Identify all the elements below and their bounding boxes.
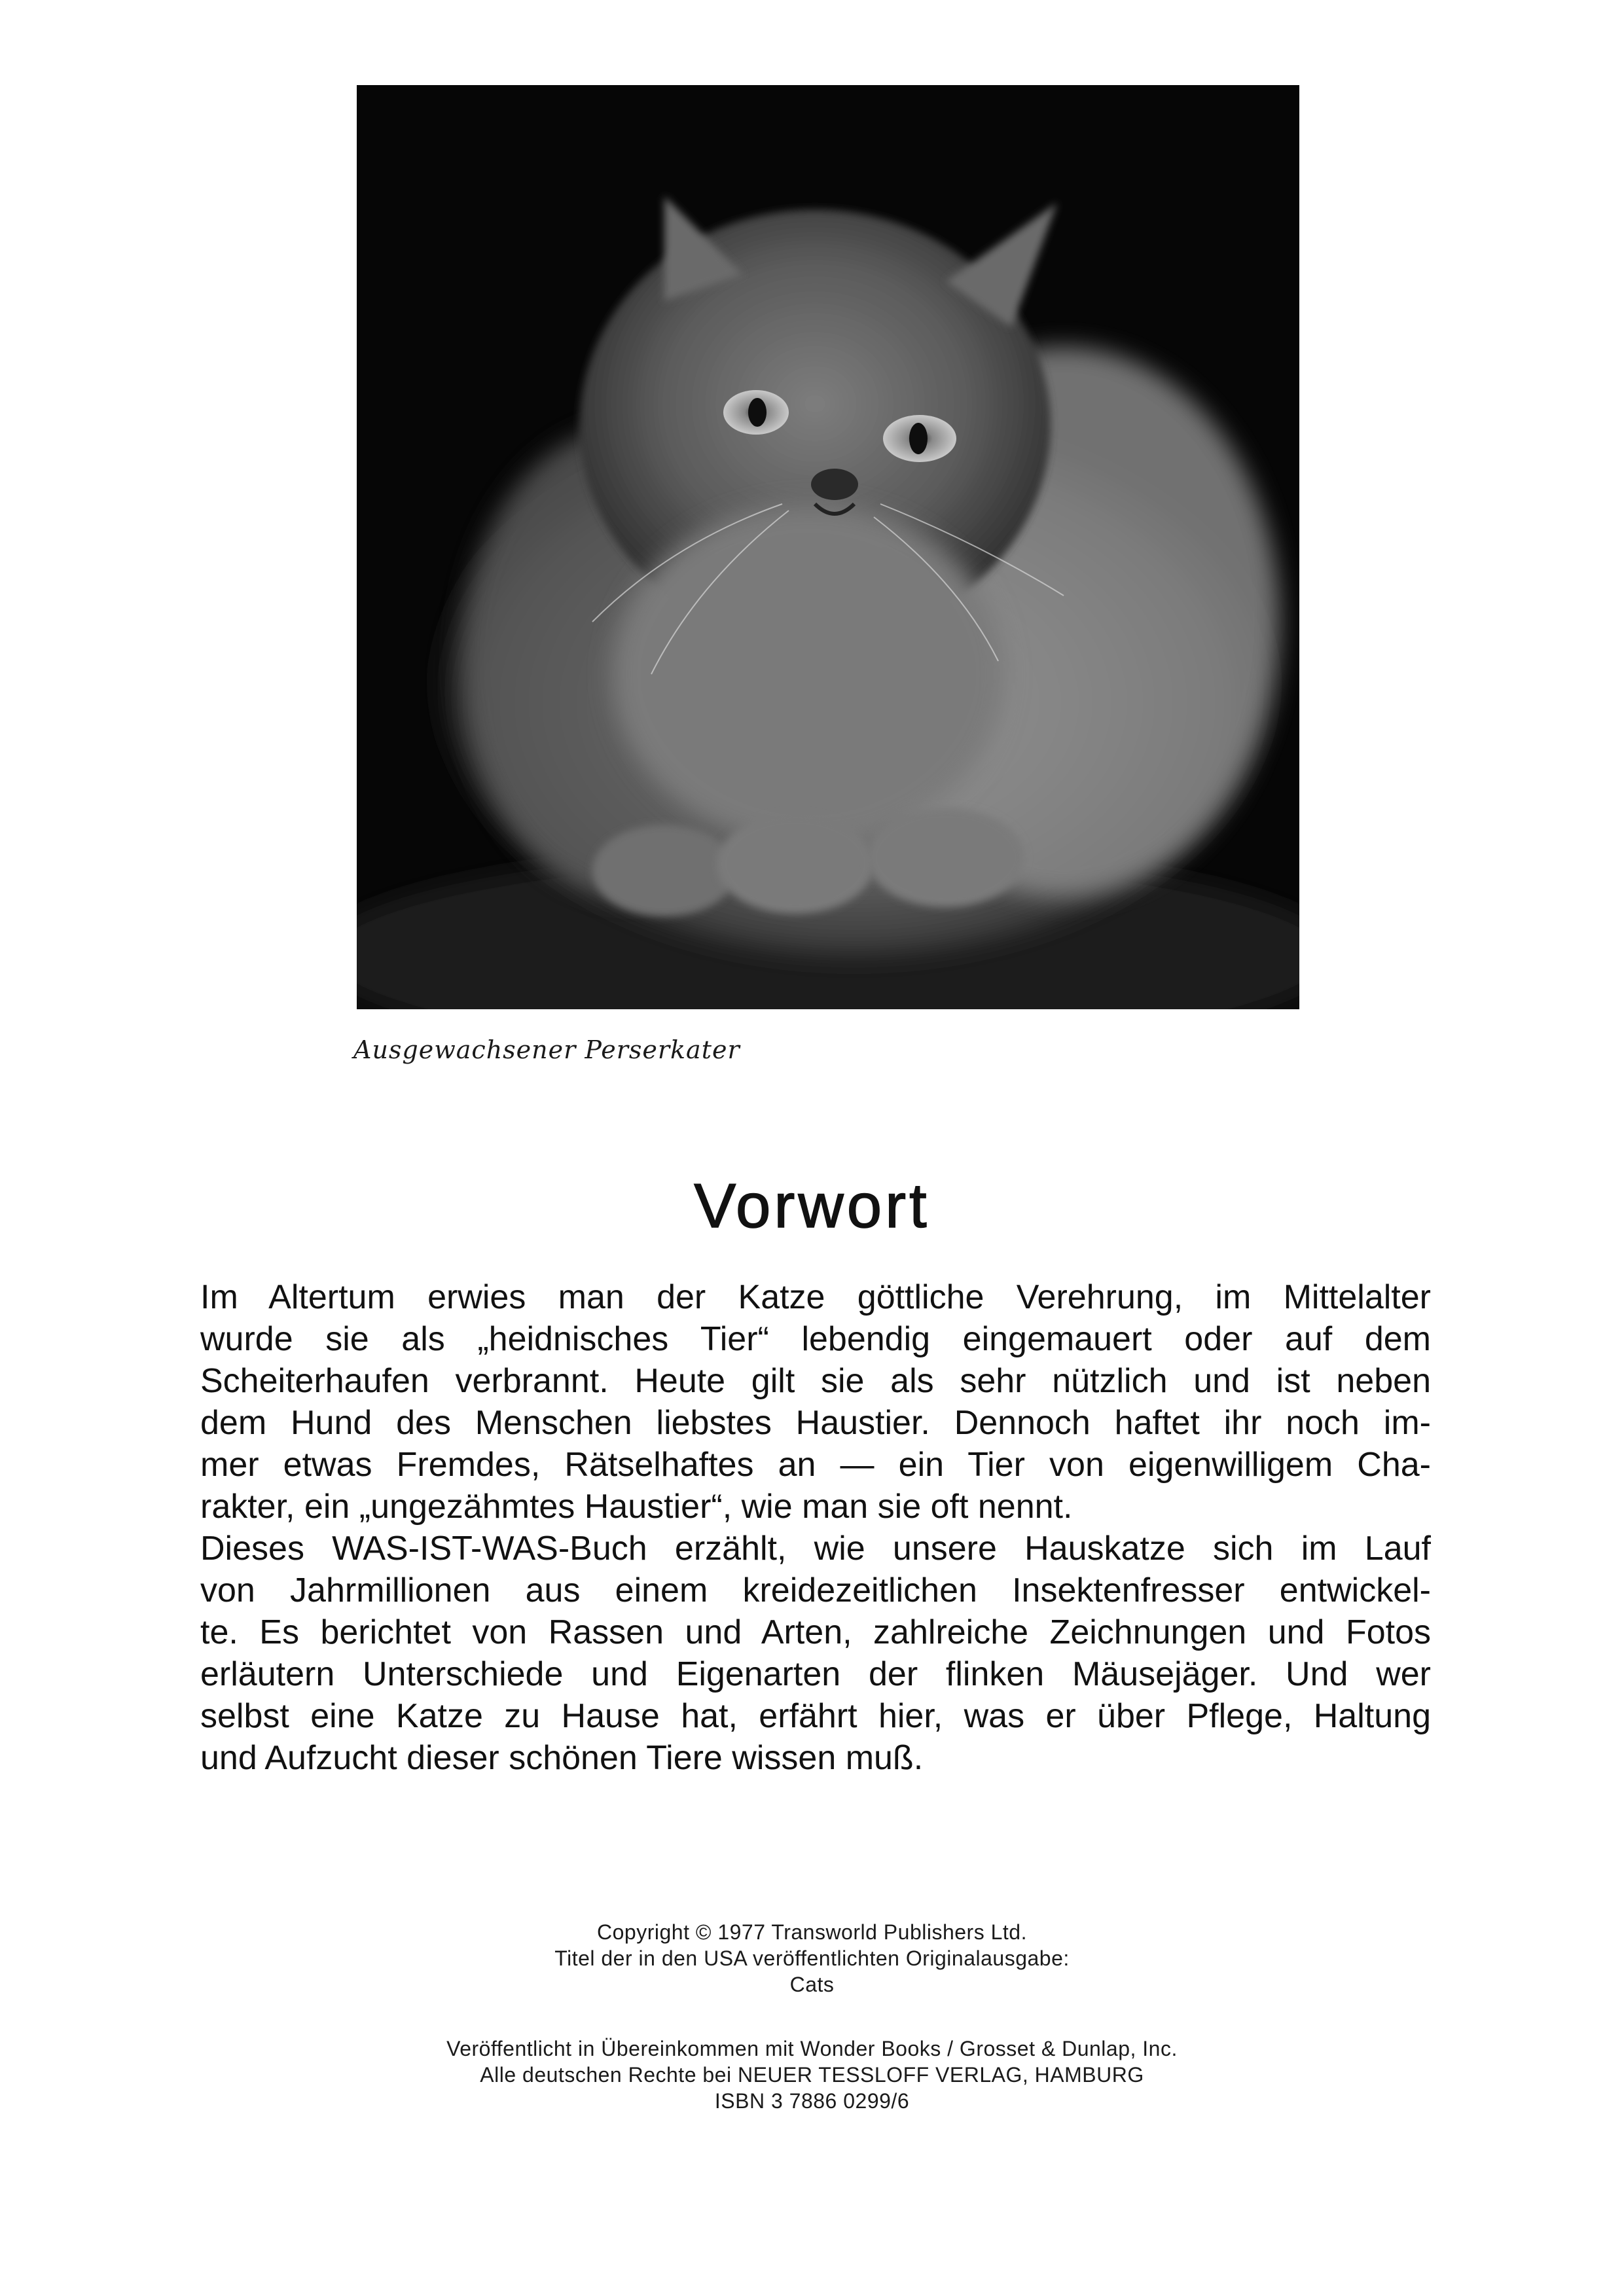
text-line: wurde sie als „heidnisches Tier“ lebendig eingemauert oder auf dem [200, 1320, 1431, 1358]
rights-line: Alle deutschen Rechte bei NEUER TESSLOFF VERLAG, HAMBURG [480, 2063, 1144, 2087]
foreword-text [200, 1276, 1431, 1779]
text-line: rakter, ein „ungezähmtes Haustier“, wie man sie oft nennt. [200, 1488, 1073, 1526]
text-line: Im Altertum erwies man der Katze göttliche Verehrung, im Mittelalter [200, 1278, 1431, 1316]
text-line: Scheiterhaufen verbrannt. Heute gilt sie als sehr nützlich und ist neben [200, 1362, 1431, 1400]
imprint-spacer [0, 1998, 1624, 2036]
text-line: von Jahrmillionen aus einem kreidezeitlichen Insektenfresser entwickel- [200, 1571, 1431, 1609]
original-title: Cats [789, 1973, 835, 1996]
agreement-line: Veröffentlicht in Übereinkommen mit Wonder Books / Grosset & Dunlap, Inc. [446, 2037, 1178, 2060]
original-title-label: Titel der in den USA veröffentlichten Originalausgabe: [554, 1946, 1070, 1970]
text-line: dem Hund des Menschen liebstes Haustier. Dennoch haftet ihr noch im- [200, 1404, 1431, 1442]
text-line: Dieses WAS-IST-WAS-Buch erzählt, wie unsere Hauskatze sich im Lauf [200, 1530, 1431, 1568]
imprint [0, 1919, 1624, 2114]
cat-photo [357, 85, 1299, 1009]
copyright-line: Copyright © 1977 Transworld Publishers Ltd. [597, 1920, 1027, 1944]
text-line: te. Es berichtet von Rassen und Arten, zahlreiche Zeichnungen und Fotos [200, 1613, 1431, 1651]
isbn-line: ISBN 3 7886 0299/6 [714, 2089, 910, 2113]
text-line: selbst eine Katze zu Hause hat, erfährt hier, was er über Pflege, Haltung [200, 1697, 1431, 1735]
persian-cat-illustration [357, 85, 1299, 1009]
photo-caption: Ausgewachsener Perserkater [353, 1035, 740, 1064]
text-line: und Aufzucht dieser schönen Tiere wissen muß. [200, 1739, 924, 1777]
text-line: erläutern Unterschiede und Eigenarten der flinken Mäusejäger. Und wer [200, 1655, 1431, 1693]
text-line: mer etwas Fremdes, Rätselhaftes an — ein Tier von eigenwilligem Cha- [200, 1446, 1431, 1484]
page-title: Vorwort [694, 1171, 930, 1241]
